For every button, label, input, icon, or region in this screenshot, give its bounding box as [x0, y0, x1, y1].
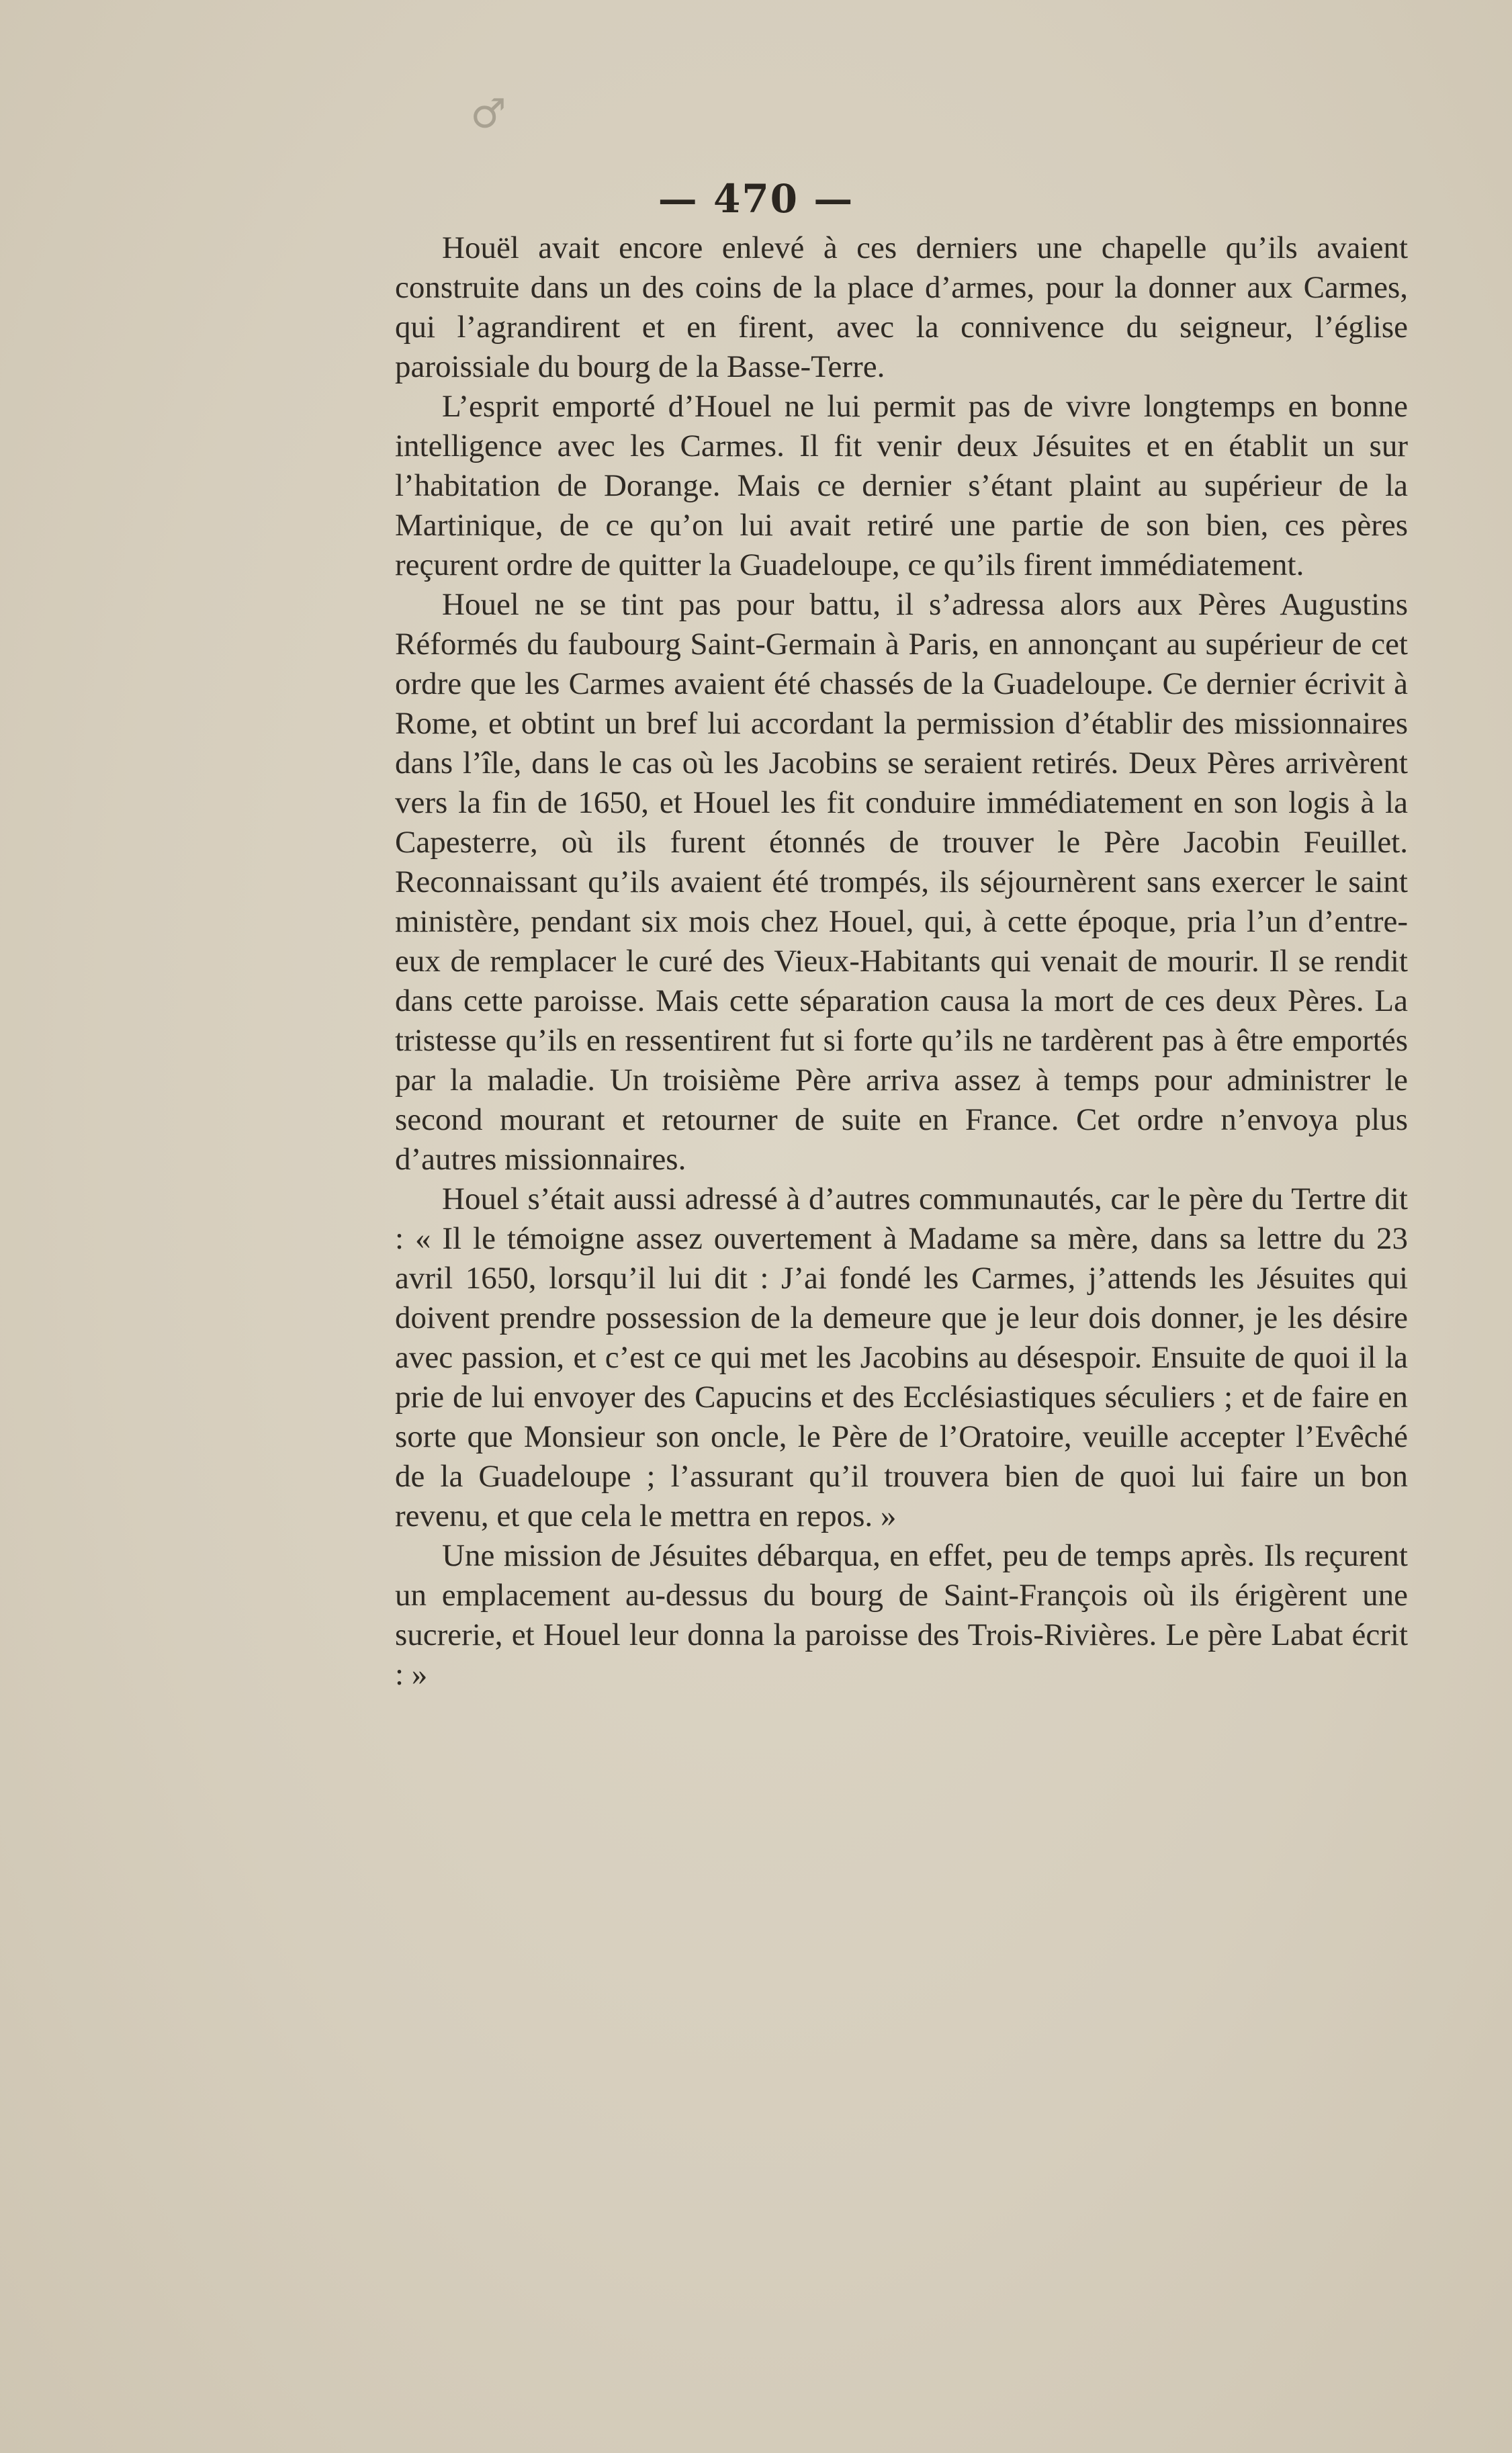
paragraph-1: Houël avait encore enlevé à ces derniers une chapelle qu’ils avaient construite dans un des coins de la place d’armes, pour la donner aux Carmes, qui l’agrandirent et en firent, avec la connivence du seigneur, l’église paroissiale du bourg de la Basse-Terre.	[395, 230, 1408, 384]
page-number: — 470 —	[658, 176, 854, 222]
ink-mark-icon: ♂	[470, 91, 506, 138]
body-text	[395, 228, 1408, 1695]
paragraph-2: L’esprit emporté d’Houel ne lui permit pas de vivre longtemps en bonne intelligence avec les Carmes. Il fit venir deux Jésuites et en établit un sur l’habitation de Dorange. Mais ce dernier s’étant plaint au supérieur de la Martinique, de ce qu’on lui avait retiré une partie de son bien, ces pères reçurent ordre de quitter la Guadeloupe, ce qu’ils firent immédiatement.	[395, 389, 1408, 582]
paragraph-4: Houel s’était aussi adressé à d’autres communautés, car le père du Tertre dit : « Il le témoigne assez ouvertement à Madame sa mère, dans sa lettre du 23 avril 1650, lorsqu’il lui dit : J’ai fondé les Carmes, j’attends les Jésuites qui doivent prendre possession de la demeure que je leur dois donner, je les désire avec passion, et c’est ce qui met les Jacobins au désespoir. Ensuite de quoi il la prie de lui envoyer des Capucins et des Ecclésiastiques séculiers ; et de faire en sorte que Monsieur son oncle, le Père de l’Oratoire, veuille accepter l’Evêché de la Guadeloupe ; l’assurant qu’il trouvera bien de quoi lui faire un bon revenu, et que cela le mettra en repos. »	[395, 1181, 1408, 1533]
paragraph-3: Houel ne se tint pas pour battu, il s’adressa alors aux Pères Augustins Réformés du faubourg Saint-Germain à Paris, en annonçant au supérieur de cet ordre que les Carmes avaient été chassés de la Guadeloupe. Ce dernier écrivit à Rome, et obtint un bref lui accordant la permission d’établir des missionnaires dans l’île, dans le cas où les Jacobins se seraient retirés. Deux Pères arrivèrent vers la fin de 1650, et Houel les fit conduire immédiatement en son logis à la Capesterre, où ils furent étonnés de trouver le Père Jacobin Feuillet. Reconnaissant qu’ils avaient été trompés, ils séjournèrent sans exercer le saint ministère, pendant six mois chez Houel, qui, à cette époque, pria l’un d’entre-eux de remplacer le curé des Vieux-Habitants qui venait de mourir. Il se rendit dans cette paroisse. Mais cette séparation causa la mort de ces deux Pères. La tristesse qu’ils en ressentirent fut si forte qu’ils ne tardèrent pas à être emportés par la maladie. Un troisième Père arriva assez à temps pour administrer le second mourant et retourner de suite en France. Cet ordre n’envoya plus d’autres missionnaires.	[395, 587, 1408, 1177]
paragraph-5: Une mission de Jésuites débarqua, en effet, peu de temps après. Ils reçurent un emplacement au-dessus du bourg de Saint-François où ils érigèrent une sucrerie, et Houel leur donna la paroisse des Trois-Rivières. Le père Labat écrit : »	[395, 1538, 1408, 1692]
